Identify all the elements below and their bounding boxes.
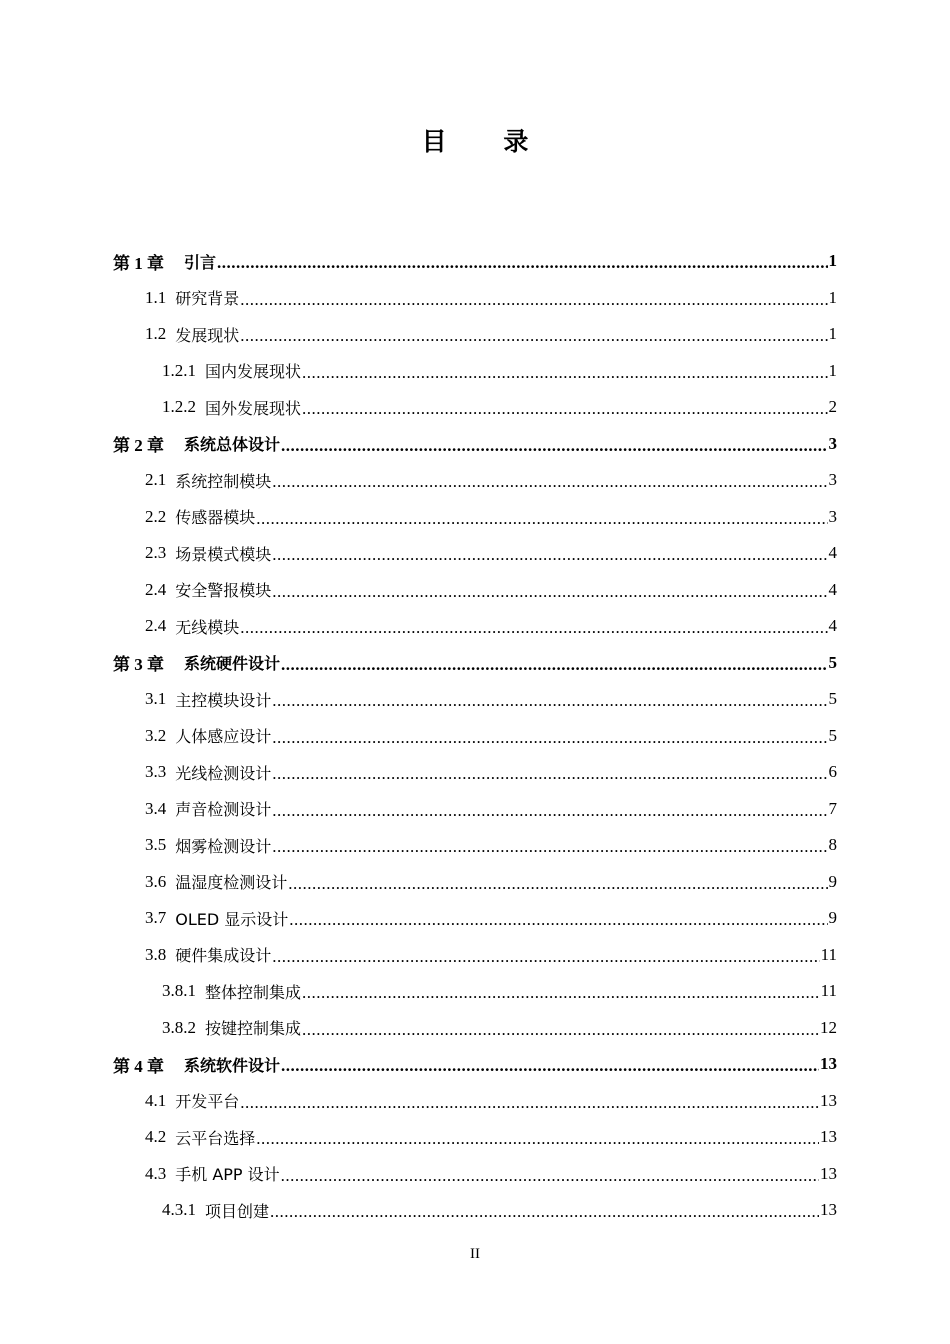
toc-section-entry[interactable] xyxy=(113,1192,837,1229)
entry-title: 声音检测设计 xyxy=(175,800,272,820)
entry-page: 4 xyxy=(828,543,837,563)
toc-section-entry[interactable] xyxy=(113,572,837,609)
dot-leader xyxy=(281,1166,819,1186)
entry-number: 1.2.2 xyxy=(162,397,196,417)
toc-section-entry[interactable] xyxy=(113,681,837,718)
toc-section-entry[interactable] xyxy=(113,1156,837,1193)
entry-number: 3.5 xyxy=(145,835,167,855)
toc-section-entry[interactable] xyxy=(113,1119,837,1156)
entry-page: 5 xyxy=(828,689,837,709)
dot-leader xyxy=(281,1056,819,1076)
entry-page: 1 xyxy=(828,360,837,380)
entry-title: 温湿度检测设计 xyxy=(175,873,288,893)
entry-number: 3.8.1 xyxy=(162,981,196,1001)
entry-number: 1.2.1 xyxy=(162,360,196,380)
entry-number: 3.1 xyxy=(145,689,167,709)
toc-section-entry[interactable] xyxy=(113,900,837,937)
entry-page: 6 xyxy=(828,762,837,782)
entry-number: 第 1 章 xyxy=(113,253,164,273)
dot-leader xyxy=(272,472,827,492)
entry-page: 9 xyxy=(828,908,837,928)
entry-page: 2 xyxy=(828,397,837,417)
dot-leader xyxy=(272,545,827,565)
entry-page: 5 xyxy=(828,652,837,672)
toc-section-entry[interactable] xyxy=(113,499,837,536)
entry-title: 整体控制集成 xyxy=(205,982,302,1002)
dot-leader xyxy=(240,1093,819,1113)
entry-number: 3.4 xyxy=(145,798,167,818)
entry-title: 人体感应设计 xyxy=(175,727,272,747)
dot-leader xyxy=(281,655,827,675)
entry-number: 4.2 xyxy=(145,1127,167,1147)
dot-leader xyxy=(217,253,827,273)
entry-page: 4 xyxy=(828,616,837,636)
entry-number: 第 3 章 xyxy=(113,655,164,675)
toc-section-entry[interactable] xyxy=(113,389,837,426)
entry-number: 3.8 xyxy=(145,944,167,964)
toc-chapter-entry[interactable] xyxy=(113,426,837,463)
entry-page: 3 xyxy=(828,470,837,490)
entry-number: 4.1 xyxy=(145,1090,167,1110)
toc-section-entry[interactable] xyxy=(113,973,837,1010)
entry-number: 2.1 xyxy=(145,470,167,490)
entry-title: 引言 xyxy=(184,252,217,272)
toc-section-entry[interactable] xyxy=(113,827,837,864)
entry-number: 3.8.2 xyxy=(162,1017,196,1037)
dot-leader xyxy=(256,509,827,529)
toc-section-entry[interactable] xyxy=(113,608,837,645)
entry-page: 7 xyxy=(828,798,837,818)
toc-section-entry[interactable] xyxy=(113,353,837,390)
entry-page: 1 xyxy=(828,324,837,344)
dot-leader xyxy=(302,1020,819,1040)
toc-section-entry[interactable] xyxy=(113,718,837,755)
dot-leader xyxy=(302,363,827,383)
entry-number: 4.3 xyxy=(145,1163,167,1183)
entry-title: OLED 显示设计 xyxy=(175,909,289,929)
toc-section-entry[interactable] xyxy=(113,1010,837,1047)
toc-section-entry[interactable] xyxy=(113,754,837,791)
entry-page: 13 xyxy=(820,1200,837,1220)
entry-title: 国内发展现状 xyxy=(205,362,302,382)
toc-section-entry[interactable] xyxy=(113,280,837,317)
entry-title: 项目创建 xyxy=(205,1201,270,1221)
entry-number: 3.2 xyxy=(145,725,167,745)
entry-number: 4.3.1 xyxy=(162,1200,196,1220)
entry-title: 安全警报模块 xyxy=(175,581,272,601)
toc-chapter-entry[interactable] xyxy=(113,645,837,682)
dot-leader xyxy=(281,436,827,456)
entry-title: 系统硬件设计 xyxy=(184,654,281,674)
entry-title: 传感器模块 xyxy=(175,508,256,528)
entry-number: 2.4 xyxy=(145,616,167,636)
table-of-contents xyxy=(113,243,837,1229)
entry-title: 发展现状 xyxy=(175,325,240,345)
dot-leader xyxy=(302,983,820,1003)
toc-section-entry[interactable] xyxy=(113,791,837,828)
entry-title: 烟雾检测设计 xyxy=(175,836,272,856)
dot-leader xyxy=(240,618,827,638)
toc-section-entry[interactable] xyxy=(113,937,837,974)
entry-page: 11 xyxy=(820,981,837,1001)
dot-leader xyxy=(240,326,827,346)
toc-section-entry[interactable] xyxy=(113,1083,837,1120)
toc-section-entry[interactable] xyxy=(113,535,837,572)
entry-title: 主控模块设计 xyxy=(175,690,272,710)
entry-number: 1.2 xyxy=(145,324,167,344)
page-number: II xyxy=(470,1246,480,1262)
entry-page: 13 xyxy=(820,1163,837,1183)
entry-title: 场景模式模块 xyxy=(175,544,272,564)
entry-page: 4 xyxy=(828,579,837,599)
entry-page: 13 xyxy=(820,1054,837,1074)
entry-page: 5 xyxy=(828,725,837,745)
entry-title: 系统总体设计 xyxy=(184,435,281,455)
entry-title: 系统控制模块 xyxy=(175,471,272,491)
dot-leader xyxy=(272,837,827,857)
dot-leader xyxy=(272,947,819,967)
entry-number: 3.3 xyxy=(145,762,167,782)
entry-title: 国外发展现状 xyxy=(205,398,302,418)
entry-title: 无线模块 xyxy=(175,617,240,637)
toc-section-entry[interactable] xyxy=(113,462,837,499)
entry-page: 8 xyxy=(828,835,837,855)
entry-number: 2.4 xyxy=(145,579,167,599)
dot-leader xyxy=(256,1129,819,1149)
entry-page: 13 xyxy=(820,1090,837,1110)
entry-number: 2.2 xyxy=(145,506,167,526)
entry-page: 1 xyxy=(828,251,837,271)
dot-leader xyxy=(288,874,827,894)
entry-title: 云平台选择 xyxy=(175,1128,256,1148)
entry-number: 3.7 xyxy=(145,908,167,928)
entry-page: 1 xyxy=(828,287,837,307)
entry-number: 1.1 xyxy=(145,287,167,307)
dot-leader xyxy=(302,399,827,419)
entry-page: 3 xyxy=(828,433,837,453)
entry-title: 研究背景 xyxy=(175,289,240,309)
dot-leader xyxy=(272,801,827,821)
entry-number: 第 2 章 xyxy=(113,436,164,456)
entry-page: 13 xyxy=(820,1127,837,1147)
entry-page: 3 xyxy=(828,506,837,526)
entry-page: 9 xyxy=(828,871,837,891)
entry-title: 硬件集成设计 xyxy=(175,946,272,966)
dot-leader xyxy=(272,728,827,748)
dot-leader xyxy=(240,290,827,310)
entry-number: 第 4 章 xyxy=(113,1056,164,1076)
dot-leader xyxy=(272,764,827,784)
entry-title: 按键控制集成 xyxy=(205,1019,302,1039)
entry-title: 手机 APP 设计 xyxy=(175,1165,280,1185)
entry-number: 3.6 xyxy=(145,871,167,891)
entry-title: 系统软件设计 xyxy=(184,1055,281,1075)
entry-page: 11 xyxy=(820,944,837,964)
dot-leader xyxy=(289,910,827,930)
entry-title: 开发平台 xyxy=(175,1092,240,1112)
toc-chapter-entry[interactable] xyxy=(113,243,837,280)
dot-leader xyxy=(272,582,827,602)
toc-chapter-entry[interactable] xyxy=(113,1046,837,1083)
toc-section-entry[interactable] xyxy=(113,864,837,901)
entry-page: 12 xyxy=(820,1017,837,1037)
toc-title: 目 录 xyxy=(421,127,553,156)
toc-section-entry[interactable] xyxy=(113,316,837,353)
entry-title: 光线检测设计 xyxy=(175,763,272,783)
entry-number: 2.3 xyxy=(145,543,167,563)
dot-leader xyxy=(270,1202,819,1222)
dot-leader xyxy=(272,691,827,711)
